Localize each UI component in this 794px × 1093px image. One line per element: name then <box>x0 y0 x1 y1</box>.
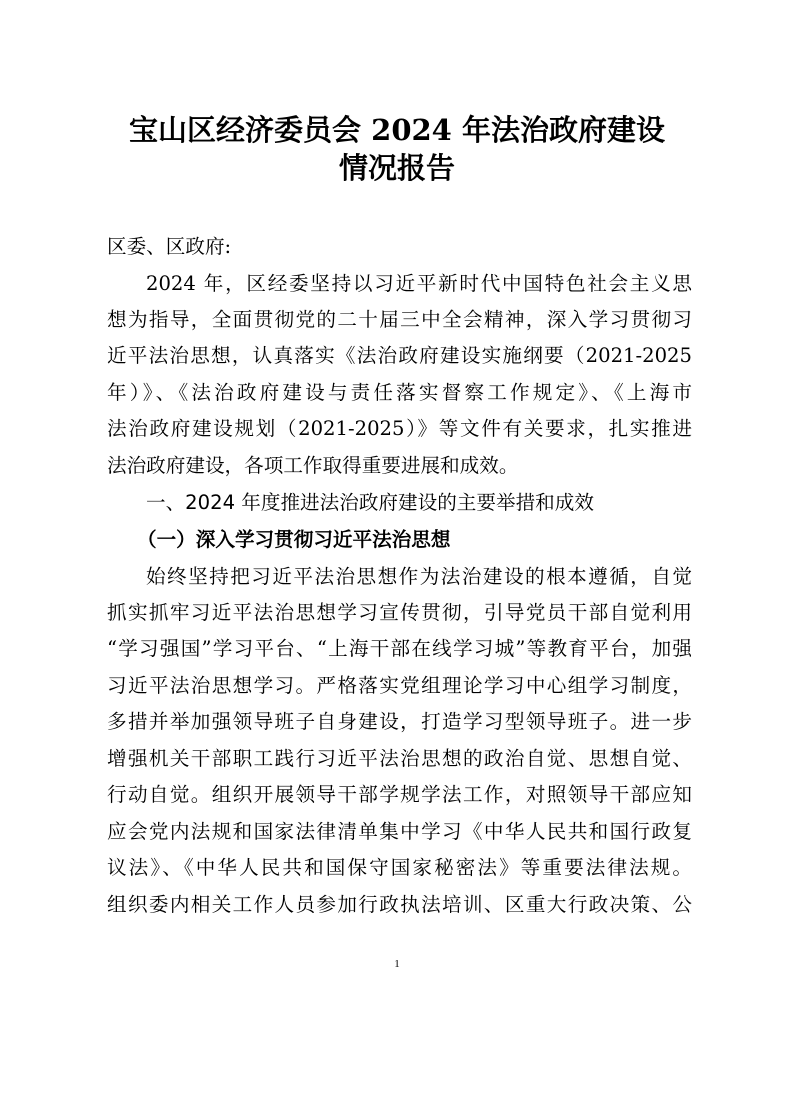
paragraph-line: “学习强国”学习平台、“上海干部在线学习城”等教育平台，加强 <box>107 637 692 660</box>
paragraph-line: 想为指导，全面贯彻党的二十届三中全会精神，深入学习贯彻习 <box>107 308 692 331</box>
paragraph-line: 近平法治思想，认真落实《法治政府建设实施纲要（2021-2025 <box>107 344 692 367</box>
paragraph-line: 增强机关干部职工践行习近平法治思想的政治自觉、思想自觉、 <box>107 747 692 770</box>
paragraph-line: 2024 年，区经委坚持以习近平新时代中国特色社会主义思 <box>146 272 692 295</box>
paragraph-line: 法治政府建设规划（2021-2025）》等文件有关要求，扎实推进 <box>107 417 692 440</box>
paragraph-line: 行动自觉。组织开展领导干部学规学法工作，对照领导干部应知 <box>107 783 692 806</box>
paragraph-line: 习近平法治思想学习。严格落实党组理论学习中心组学习制度， <box>107 674 692 697</box>
page-number: 1 <box>394 958 400 970</box>
paragraph-line: 应会党内法规和国家法律清单集中学习《中华人民共和国行政复 <box>107 820 692 843</box>
subsection-heading: （一）深入学习贯彻习近平法治思想 <box>137 528 451 551</box>
paragraph-line: 组织委内相关工作人员参加行政执法培训、区重大行政决策、公 <box>107 893 692 916</box>
document-title-line-2: 情况报告 <box>338 151 455 185</box>
paragraph-line: 议法》、《中华人民共和国保守国家秘密法》等重要法律法规。 <box>107 856 692 879</box>
paragraph-line: 多措并举加强领导班子自身建设，打造学习型领导班子。进一步 <box>107 710 692 733</box>
paragraph-line: 抓实抓牢习近平法治思想学习宣传贯彻，引导党员干部自觉利用 <box>107 601 692 624</box>
paragraph-line: 年）》、《法治政府建设与责任落实督察工作规定》、《上海市 <box>107 381 692 404</box>
section-heading: 一、2024 年度推进法治政府建设的主要举措和成效 <box>146 491 594 514</box>
paragraph-line: 法治政府建设，各项工作取得重要进展和成效。 <box>107 454 519 477</box>
salutation: 区委、区政府: <box>107 235 232 258</box>
paragraph-line: 始终坚持把习近平法治思想作为法治建设的根本遵循，自觉 <box>146 565 692 588</box>
document-title-line-1: 宝山区经济委员会 2024 年法治政府建设 <box>129 113 665 147</box>
